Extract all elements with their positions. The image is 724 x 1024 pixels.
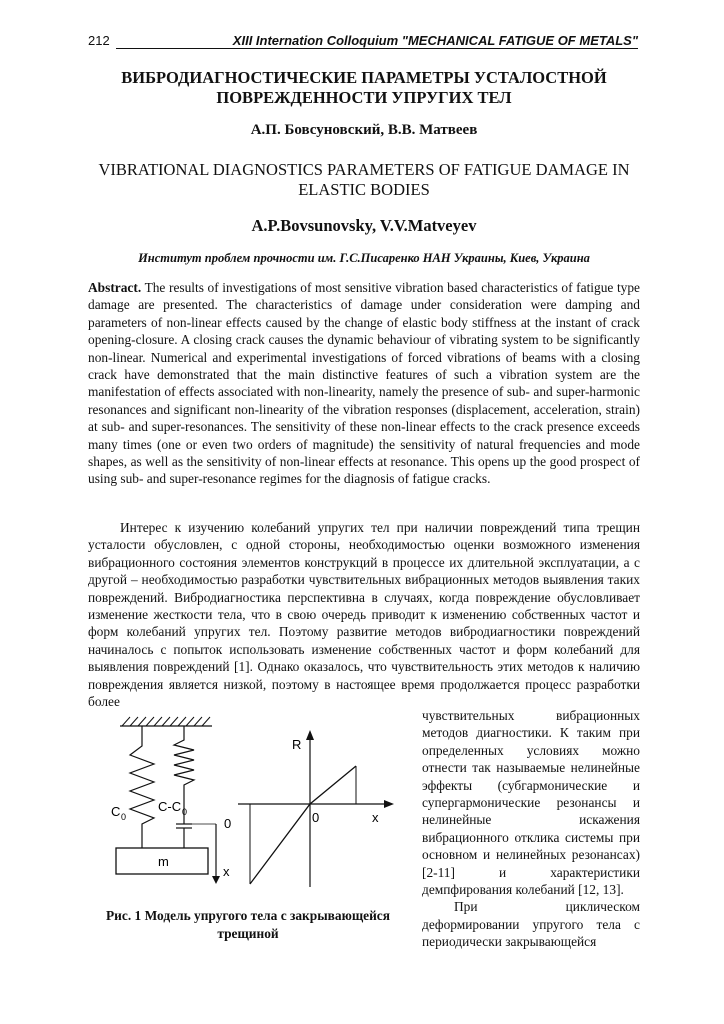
- label-c0: C: [111, 804, 121, 819]
- figure-1: [100, 712, 410, 897]
- label-x-right: x: [372, 810, 379, 825]
- figure-caption: Рис. 1 Модель упругого тела с закрывающейся трещиной: [106, 908, 390, 941]
- label-c-c0: C-C: [158, 799, 182, 814]
- force-displacement-graph: [238, 730, 394, 887]
- abstract-label: Abstract.: [88, 280, 142, 295]
- page-number: 212: [88, 33, 110, 48]
- authors-russian: А.П. Бовсуновский, В.В. Матвеев: [250, 122, 478, 138]
- body-paragraph-1: Интерес к изучению колебаний упругих тел при наличии повреждений типа трещин усталости обусловлен, с одной стороны, необходимостью оценки возможного изменения вибрационного состояния элементов конструкций в процессе их длительной эксплуатации, а с другой – необходимостью разработки чувствительных вибрационных методов выявления таких повреждений. Вибродиагностика перспективна в случаях, когда повреждение обусловливает изменение жесткости тела, что в свою очередь приводит к изменению собственных частот и форм колебаний упругих тел. Поэтому развитие методов вибродиагностики повреждений начиналось с попыток использовать изменение собственных частот и форм колебаний для выявления повреждений [1]. Однако оказалось, что чувствительность этих методов к наличию повреждения является низкой, поэтому в настоящее время продолжается процесс разработки более: [88, 520, 640, 710]
- label-x-down: x: [223, 864, 230, 879]
- institution: Институт проблем прочности им. Г.С.Писаренко НАН Украины, Киев, Украина: [138, 251, 590, 265]
- right-column-text: [422, 707, 640, 951]
- spring-mass-model: [111, 717, 231, 884]
- ceiling-hatching: [122, 717, 210, 726]
- label-r: R: [292, 737, 302, 752]
- label-c-c0-sub: 0: [182, 807, 188, 817]
- running-title: XIII Internation Colloquium "MECHANICAL FATIGUE OF METALS": [232, 33, 638, 48]
- title-russian: ВИБРОДИАГНОСТИЧЕСКИЕ ПАРАМЕТРЫ УСТАЛОСТНОЙ ПОВРЕЖДЕННОСТИ УПРУГИХ ТЕЛ: [121, 68, 607, 107]
- running-header: [88, 33, 640, 53]
- header-rule: [116, 48, 638, 49]
- label-c0-sub: 0: [121, 812, 127, 822]
- label-zero-origin: 0: [312, 810, 320, 825]
- stiffness-curve: [250, 766, 356, 884]
- label-zero-left: 0: [224, 816, 232, 831]
- spring-c0: [130, 726, 154, 848]
- authors-english: A.P.Bovsunovsky, V.V.Matveyev: [251, 216, 477, 235]
- abstract: [88, 279, 640, 488]
- label-mass: m: [158, 854, 169, 869]
- body-paragraph-2: При циклическом деформировании упругого тела с периодически закрывающейся: [422, 899, 640, 950]
- column-continuation: чувствительных вибрационных методов диагностики. К таким при определенных условиях можно отнести так называемые нелинейные эффекты (субгармонические и супергармонические резонансы и нелинейные искажения вибрационного отклика системы при основном и нелинейных резонансах) [2-11] и характеристики демпфирования колебаний [12, 13].: [422, 708, 640, 898]
- title-english: VIBRATIONAL DIAGNOSTICS PARAMETERS OF FATIGUE DAMAGE IN ELASTIC BODIES: [98, 160, 630, 199]
- abstract-text: The results of investigations of most sensitive vibration based characteristics of fatigue type damage are presented. The characteristics of damage under consideration were damping and parameters of non-linear effects caused by the change of elastic body stiffness at the instant of crack opening-closure. A closing crack causes the dynamic behaviour of vibrating system to be significantly non-linear. Numerical and experimental investigations of forced vibrations of beams with a closing crack have demonstrated that the main distinctive features of such a vibration system are the manifestation of effects associated with non-linearity, namely the presence of sub- and super-harmonic resonances and significant non-linearity of the vibration responses (displacement, acceleration, strain) at sub- and super-resonances. The sensitivity of these non-linear effects to the crack presence exceeds many times (one or even two orders of magnitude) the sensitivity of natural frequencies and mode shapes, as well as the sensitivity of non-linear effects at resonance. This opens up the good prospect of using sub- and super-resonance regimes for the diagnosis of fatigue cracks.: [88, 280, 640, 487]
